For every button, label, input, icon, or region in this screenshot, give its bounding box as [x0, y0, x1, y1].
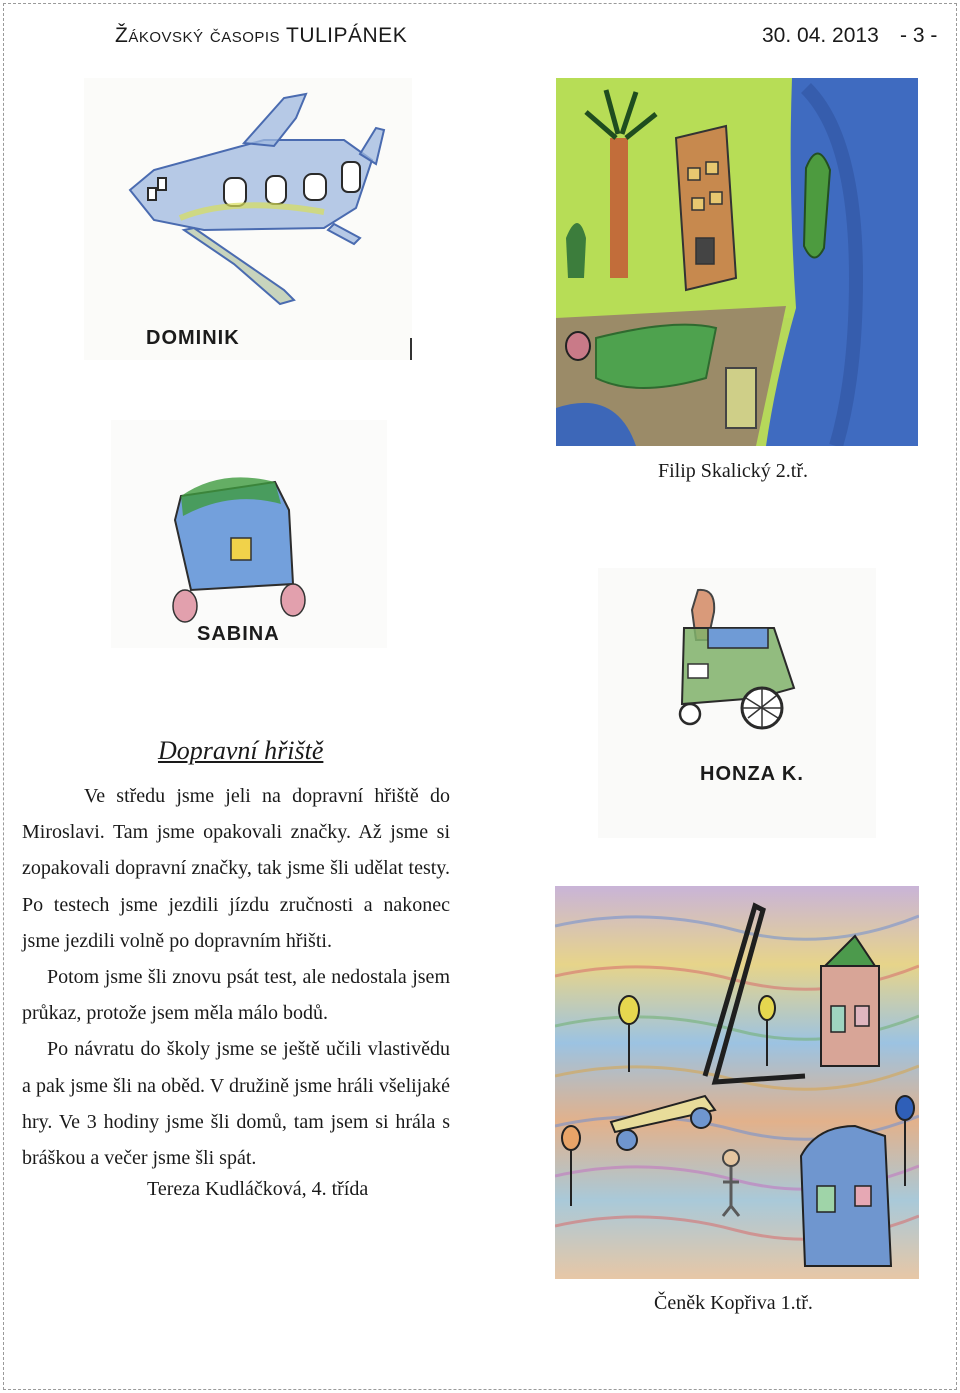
town-caption: Filip Skalický 2.tř. — [658, 460, 808, 482]
street-drawing — [555, 886, 919, 1279]
street-caption: Čeněk Kopřiva 1.tř. — [654, 1292, 813, 1314]
magazine-title: Žákovský časopis TULIPÁNEK — [115, 24, 408, 47]
town-drawing — [556, 78, 918, 446]
tractor-drawing — [598, 568, 876, 838]
page-number: - 3 - — [900, 24, 938, 47]
issue-date: 30. 04. 2013 — [762, 24, 879, 47]
article-title: Dopravní hřiště — [158, 736, 324, 765]
article-paragraph: Potom jsme šli znovu psát test, ale nedostala jsem průkaz, protože jsem měla málo bodů. — [22, 966, 450, 1025]
car-signature: SABINA — [197, 623, 280, 645]
plane-drawing — [84, 78, 412, 360]
article-author: Tereza Kudláčková, 4. třída — [147, 1178, 369, 1200]
article-body — [22, 778, 450, 1176]
article-paragraph: Po návratu do školy jsme se ještě učili vlastivědu a pak jsme šli na oběd. V družině jsme hráli všelijaké hry. Ve 3 hodiny jsme šli domů, tam jsem si hrála s bráškou a večer jsme šli spát. — [22, 1038, 450, 1170]
article-paragraph: Ve středu jsme jeli na dopravní hřiště do Miroslavi. Tam jsme opakovali značky. Až jsme si zopakovali dopravní značky, tak jsme šli udělat testy. Po testech jsme jezdili jízdu zručnosti a nakonec jsme jezdili volně po dopravním hřišti. — [22, 785, 450, 952]
tractor-signature: HONZA K. — [700, 763, 804, 785]
car-drawing — [111, 420, 387, 648]
plane-signature: DOMINIK — [146, 327, 240, 349]
